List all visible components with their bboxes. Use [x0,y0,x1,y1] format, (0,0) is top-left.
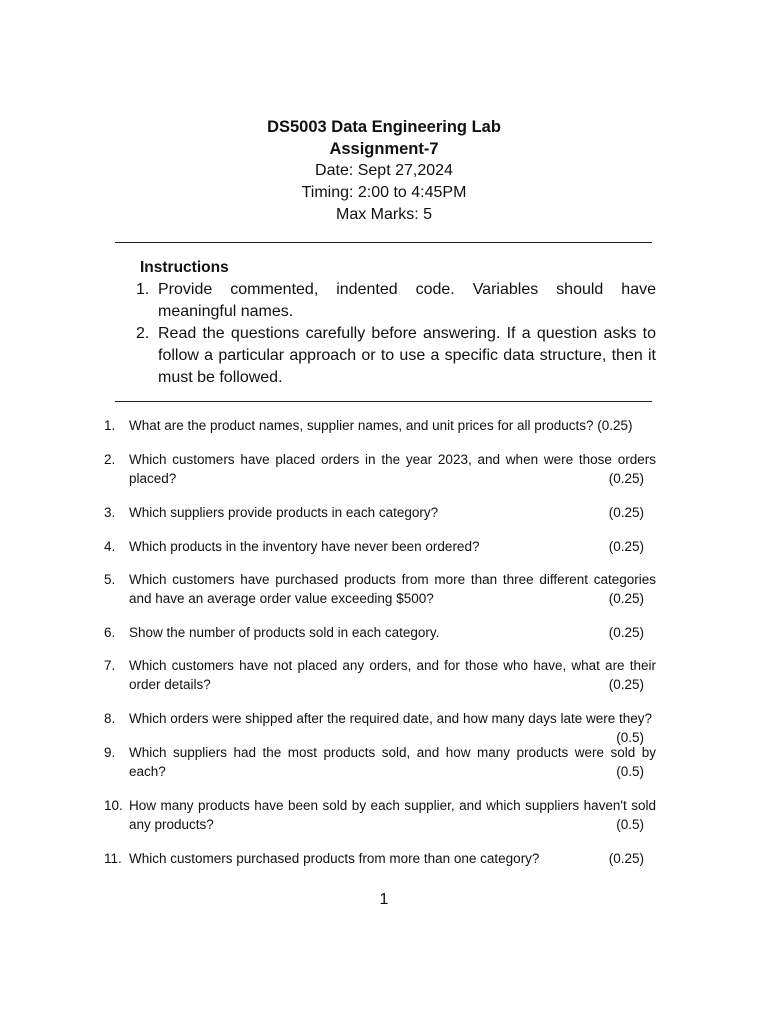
instruction-number: 1. [136,281,150,298]
question-marks: (0.25) [608,471,644,486]
question-item [104,503,656,522]
question-number: 10. [104,798,123,813]
question-number: 6. [104,625,116,640]
instructions-heading: Instructions [140,259,229,276]
question-marks: (0.25) [608,539,644,554]
question-item [104,656,656,694]
instruction-text: Read the questions carefully before answering. If a question asks to follow a particular approach or to use a specific data structure, then it must be followed. [158,325,656,386]
document-header [0,116,768,226]
question-marks: (0.25) [608,625,644,640]
question-marks: (0.5) [616,764,644,779]
question-text: Which customers have placed orders in the year 2023, and when were those orders placed? [129,452,656,486]
bottom-divider [115,401,652,402]
assignment-max-marks: Max Marks: 5 [335,206,432,223]
question-marks: (0.25) [608,505,644,520]
question-item [104,537,656,556]
question-number: 5. [104,572,116,587]
questions-list [104,416,656,868]
question-text: Which customers have not placed any orders, and for those who have, what are their order details? [129,658,656,692]
question-marks: (0.5) [616,817,644,832]
question-number: 8. [104,711,116,726]
assignment-timing: Timing: 2:00 to 4:45PM [301,184,467,201]
question-item [104,450,656,488]
question-text: How many products have been sold by each supplier, and which suppliers haven't sold any products? [129,798,656,832]
question-text: Which products in the inventory have never been ordered? [129,539,480,554]
question-text: Which suppliers had the most products sold, and how many products were sold by each? [129,745,656,779]
instructions-section [136,257,656,389]
question-text: Which suppliers provide products in each category? [129,505,439,520]
page-number: 1 [379,891,389,908]
question-text: Which customers have purchased products from more than three different categories and have an average order value exceeding $500? [129,572,656,606]
assignment-date: Date: Sept 27,2024 [315,162,453,179]
instruction-item [136,279,656,323]
question-number: 11. [104,851,122,866]
top-divider [115,242,652,243]
question-number: 3. [104,505,116,520]
question-item [104,623,656,642]
instruction-text: Provide commented, indented code. Variables should have meaningful names. [158,281,656,320]
course-title: DS5003 Data Engineering Lab [267,118,501,136]
question-item [104,743,656,781]
question-number: 9. [104,745,116,760]
question-marks: (0.25) [608,851,644,866]
question-text: What are the product names, supplier names, and unit prices for all products? (0.25) [129,418,633,433]
question-marks: (0.25) [608,591,644,606]
question-item [104,416,656,435]
question-item [104,849,656,868]
question-number: 7. [104,658,116,673]
question-marks: (0.25) [608,677,644,692]
question-number: 1. [104,418,116,433]
instructions-list [136,279,656,389]
question-text: Which orders were shipped after the required date, and how many days late were they? [129,711,653,726]
instruction-number: 2. [136,325,150,342]
question-item [104,709,656,745]
question-text: Show the number of products sold in each category. [129,625,440,640]
instruction-item [136,323,656,389]
question-number: 2. [104,452,116,467]
question-text: Which customers purchased products from more than one category? [129,851,540,866]
question-item [104,570,656,608]
assignment-title: Assignment-7 [329,140,439,158]
question-number: 4. [104,539,116,554]
question-marks: (0.5) [616,730,644,745]
question-item [104,796,656,834]
